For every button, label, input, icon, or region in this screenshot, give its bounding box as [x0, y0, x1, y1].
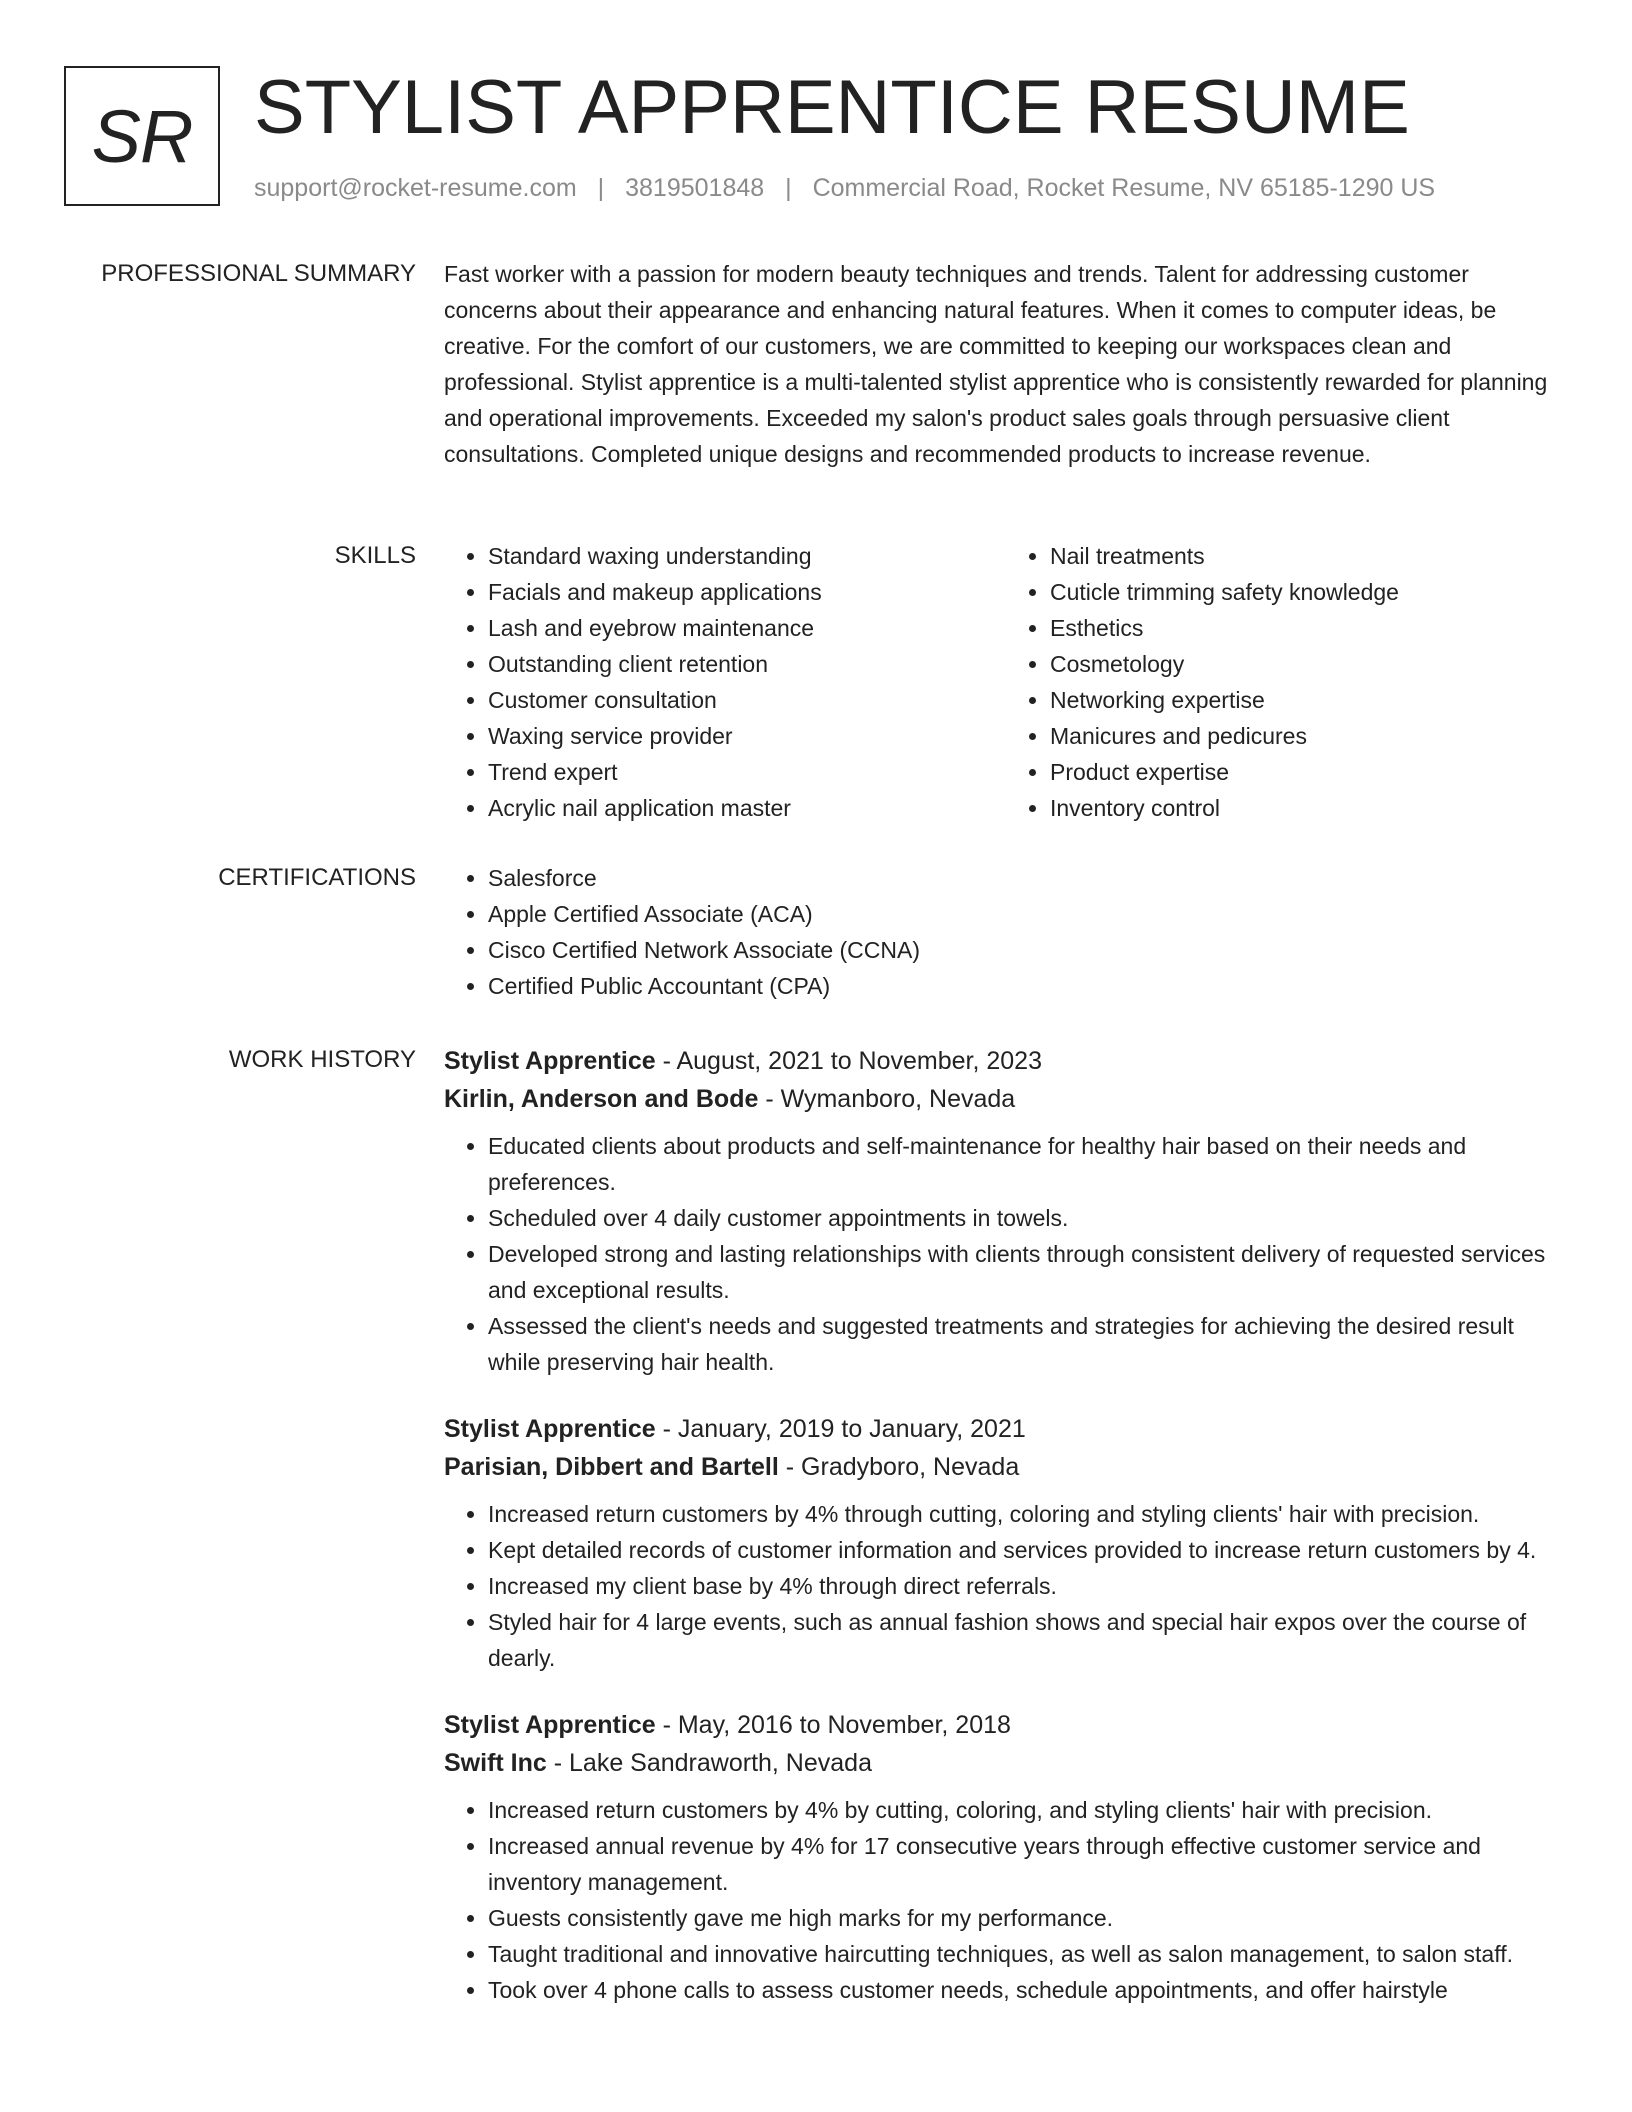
section-label-work-history: WORK HISTORY: [228, 1046, 416, 1073]
job-bullet: • Styled hair for 4 large events, such as annual fashion shows and special hair expos over the course of dearly.: [488, 1604, 1568, 1676]
job-entry: [444, 1410, 1568, 1676]
skill-item: • Outstanding client retention: [488, 646, 1006, 682]
certifications-body: [444, 860, 1568, 1004]
certifications-list: [444, 860, 1568, 1004]
skill-item: • Customer consultation: [488, 682, 1006, 718]
job-bullet: • Guests consistently gave me high marks for my performance.: [488, 1900, 1568, 1936]
job-entry: [444, 1706, 1568, 2008]
summary-body: [444, 256, 1568, 472]
skill-item: • Inventory control: [1050, 790, 1568, 826]
certification-item: • Salesforce: [488, 860, 1568, 896]
job-bullets: [444, 1128, 1568, 1380]
job-company-line: [444, 1744, 1568, 1782]
job-company: Swift Inc: [444, 1749, 547, 1777]
skill-item: • Esthetics: [1050, 610, 1568, 646]
contact-separator: |: [597, 174, 605, 202]
job-title: Stylist Apprentice: [444, 1047, 656, 1075]
certification-item: • Cisco Certified Network Associate (CCNA): [488, 932, 1568, 968]
certification-item: • Certified Public Accountant (CPA): [488, 968, 1568, 1004]
job-bullet: • Kept detailed records of customer information and services provided to increase return customers by 4.: [488, 1532, 1568, 1568]
skills-list-right: [1006, 538, 1568, 826]
job-title-line: [444, 1042, 1568, 1080]
certification-item: • Apple Certified Associate (ACA): [488, 896, 1568, 932]
skill-item: • Cuticle trimming safety knowledge: [1050, 574, 1568, 610]
skills-body: [444, 538, 1568, 826]
monogram-logo: SR: [64, 66, 220, 206]
job-bullet: • Increased return customers by 4% through cutting, coloring and styling clients' hair with precision.: [488, 1496, 1568, 1532]
section-label-skills: SKILLS: [334, 542, 416, 569]
skill-item: • Acrylic nail application master: [488, 790, 1006, 826]
contact-separator: |: [785, 174, 792, 202]
skill-item: • Networking expertise: [1050, 682, 1568, 718]
skills-list-left: [444, 538, 1006, 826]
job-bullet: • Increased return customers by 4% by cutting, coloring, and styling clients' hair with precision.: [488, 1792, 1568, 1828]
contact-line: [254, 174, 1435, 203]
job-dates: - August, 2021 to November, 2023: [655, 1047, 1042, 1075]
resume-title: STYLIST APPRENTICE RESUME: [254, 65, 1410, 150]
job-bullet: • Taught traditional and innovative haircutting techniques, as well as salon management, to salon staff.: [488, 1936, 1568, 1972]
job-bullet: • Scheduled over 4 daily customer appointments in towels.: [488, 1200, 1568, 1236]
skill-item: • Lash and eyebrow maintenance: [488, 610, 1006, 646]
skill-item: • Manicures and pedicures: [1050, 718, 1568, 754]
skill-item: • Facials and makeup applications: [488, 574, 1006, 610]
contact-email: support@rocket-resume.com: [254, 174, 577, 202]
section-label-summary: PROFESSIONAL SUMMARY: [101, 260, 416, 287]
job-bullet: • Increased annual revenue by 4% for 17 consecutive years through effective customer service and inventory management.: [488, 1828, 1568, 1900]
job-entry: [444, 1042, 1568, 1380]
skill-item: • Nail treatments: [1050, 538, 1568, 574]
summary-text: Fast worker with a passion for modern beauty techniques and trends. Talent for addressing customer concerns about their appearance and enhancing natural features. When it comes to computer ideas, be creative. For the comfort of our customers, we are committed to keeping our workspaces clean and professional. Stylist apprentice is a multi-talented stylist apprentice who is consistently rewarded for planning and operational improvements. Exceeded my salon's product sales goals through persuasive client consultations. Completed unique designs and recommended products to increase revenue.: [444, 261, 1548, 467]
job-company-line: [444, 1448, 1568, 1486]
job-title-line: [444, 1410, 1568, 1448]
job-company-line: [444, 1080, 1568, 1118]
job-location: - Wymanboro, Nevada: [758, 1085, 1016, 1113]
job-bullets: [444, 1792, 1568, 2008]
job-dates: - January, 2019 to January, 2021: [655, 1415, 1026, 1443]
job-bullet: • Assessed the client's needs and suggested treatments and strategies for achieving the desired result while preserving hair health.: [488, 1308, 1568, 1380]
skill-item: • Cosmetology: [1050, 646, 1568, 682]
job-dates: - May, 2016 to November, 2018: [655, 1711, 1011, 1739]
section-label-certifications: CERTIFICATIONS: [218, 864, 416, 891]
job-title: Stylist Apprentice: [444, 1415, 656, 1443]
skill-item: • Standard waxing understanding: [488, 538, 1006, 574]
job-company: Parisian, Dibbert and Bartell: [444, 1453, 779, 1481]
job-bullet: • Developed strong and lasting relationships with clients through consistent delivery of requested services and exceptional results.: [488, 1236, 1568, 1308]
contact-address: Commercial Road, Rocket Resume, NV 65185-1290 US: [812, 174, 1436, 202]
job-bullets: [444, 1496, 1568, 1676]
job-bullet: • Increased my client base by 4% through direct referrals.: [488, 1568, 1568, 1604]
job-title: Stylist Apprentice: [444, 1711, 656, 1739]
skill-item: • Product expertise: [1050, 754, 1568, 790]
job-title-line: [444, 1706, 1568, 1744]
job-company: Kirlin, Anderson and Bode: [444, 1085, 759, 1113]
skill-item: • Trend expert: [488, 754, 1006, 790]
job-location: - Lake Sandraworth, Nevada: [546, 1749, 872, 1777]
job-bullet: • Educated clients about products and self-maintenance for healthy hair based on their needs and preferences.: [488, 1128, 1568, 1200]
skill-item: • Waxing service provider: [488, 718, 1006, 754]
work-history-body: [444, 1042, 1568, 2038]
job-bullet: • Took over 4 phone calls to assess customer needs, schedule appointments, and offer hairstyle: [488, 1972, 1568, 2008]
contact-phone: 3819501848: [625, 174, 765, 202]
resume-header: [64, 64, 1568, 214]
job-location: - Gradyboro, Nevada: [778, 1453, 1020, 1481]
